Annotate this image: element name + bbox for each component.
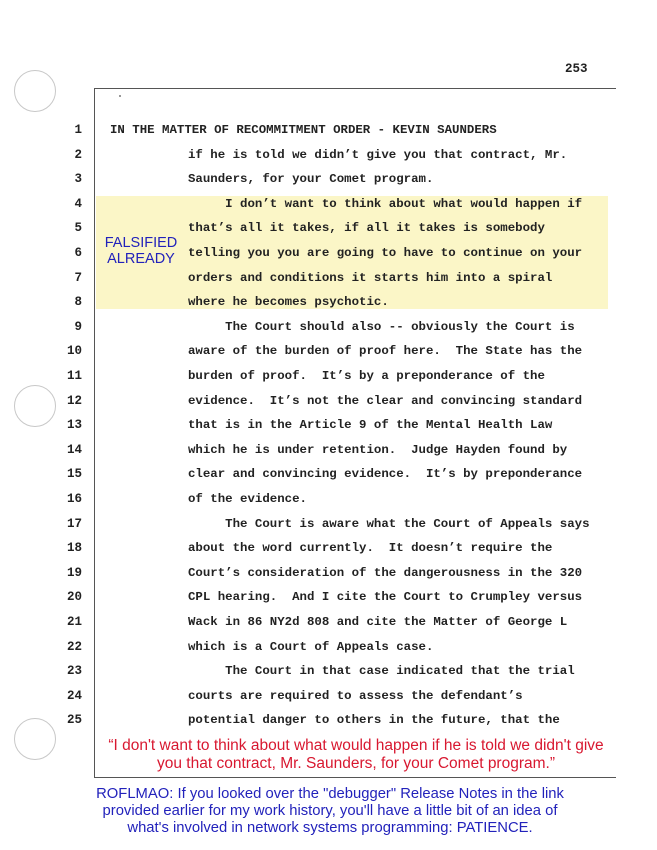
- line-number: 8: [74, 295, 82, 310]
- transcript-line: I don’t want to think about what would happen if: [188, 196, 583, 211]
- line-number: 3: [74, 172, 82, 187]
- line-number: 5: [74, 221, 82, 236]
- transcript-line: CPL hearing. And I cite the Court to Crumpley versus: [188, 590, 583, 605]
- line-number: 22: [66, 639, 82, 654]
- line-number: 2: [74, 147, 82, 162]
- transcript-line: of the evidence.: [188, 492, 307, 506]
- transcript-line: clear and convincing evidence. It’s by preponderance: [188, 467, 583, 482]
- transcript-line: evidence. It’s not the clear and convincing standard: [188, 393, 583, 408]
- transcript-line: burden of proof. It’s by a preponderance of the: [188, 369, 545, 383]
- binder-hole: [14, 718, 56, 760]
- transcript-line: about the word currently. It doesn’t require the: [188, 541, 553, 556]
- transcript-line: that is in the Article 9 of the Mental Health Law: [188, 418, 553, 433]
- transcript-line: The Court should also -- obviously the Court is: [188, 319, 575, 334]
- transcript-line: Wack in 86 NY2d 808 and cite the Matter of George L: [188, 615, 568, 629]
- line-number: 6: [74, 246, 82, 260]
- line-number: 18: [66, 541, 82, 556]
- page-number: 253: [565, 62, 588, 76]
- line-number: 10: [66, 344, 82, 359]
- speck: [119, 95, 121, 97]
- line-number: 4: [74, 196, 82, 211]
- line-number: 25: [66, 713, 82, 728]
- transcript-line: that’s all it takes, if all it takes is somebody: [188, 221, 545, 236]
- line-number: 24: [66, 688, 82, 703]
- line-number: 16: [66, 492, 82, 506]
- note-caption: ROFLMAO: If you looked over the "debugger" Release Notes in the link provided earlier for my work history, you'll have a little bit of an idea of what's involved in network systems programming: PATIENCE.: [96, 786, 564, 836]
- margin-rule-bottom: [94, 777, 616, 778]
- line-number: 19: [66, 565, 82, 580]
- margin-rule-left: [94, 88, 95, 778]
- line-number: 15: [66, 467, 82, 482]
- transcript-line: Court’s consideration of the dangerousness in the 320: [188, 565, 583, 580]
- transcript-line: Saunders, for your Comet program.: [188, 172, 434, 187]
- line-number: 1: [74, 123, 82, 137]
- transcript-line: The Court is aware what the Court of Appeals says: [188, 516, 590, 531]
- binder-hole: [14, 385, 56, 427]
- transcript-line: aware of the burden of proof here. The State has the: [188, 344, 583, 359]
- transcript-line: orders and conditions it starts him into a spiral: [188, 270, 553, 285]
- transcript-line: IN THE MATTER OF RECOMMITMENT ORDER - KEVIN SAUNDERS: [110, 123, 497, 137]
- line-number: 9: [74, 319, 82, 334]
- line-number: 14: [66, 442, 82, 457]
- line-number: 12: [66, 393, 82, 408]
- transcript-line: which he is under retention. Judge Hayden found by: [188, 442, 568, 457]
- falsified-stamp: FALSIFIED ALREADY: [104, 235, 178, 267]
- margin-rule-top: [94, 88, 616, 89]
- quote-caption: “I don't want to think about what would happen if he is told we didn't give you that contract, Mr. Saunders, for your Comet program.”: [108, 737, 604, 772]
- transcript-line: where he becomes psychotic.: [188, 295, 389, 310]
- line-number: 21: [66, 615, 82, 629]
- line-number: 7: [74, 270, 82, 285]
- transcript-line: potential danger to others in the future, that the: [188, 713, 560, 728]
- line-number: 20: [66, 590, 82, 605]
- transcript-line: if he is told we didn’t give you that contract, Mr.: [188, 147, 568, 162]
- binder-hole: [14, 70, 56, 112]
- line-number: 13: [66, 418, 82, 433]
- line-number: 23: [66, 664, 82, 679]
- line-number: 17: [66, 516, 82, 531]
- transcript-line: courts are required to assess the defendant’s: [188, 688, 523, 703]
- transcript-line: telling you you are going to have to continue on your: [188, 246, 583, 260]
- transcript-line: which is a Court of Appeals case.: [188, 639, 434, 654]
- line-number: 11: [66, 369, 82, 383]
- transcript-line: The Court in that case indicated that the trial: [188, 664, 575, 679]
